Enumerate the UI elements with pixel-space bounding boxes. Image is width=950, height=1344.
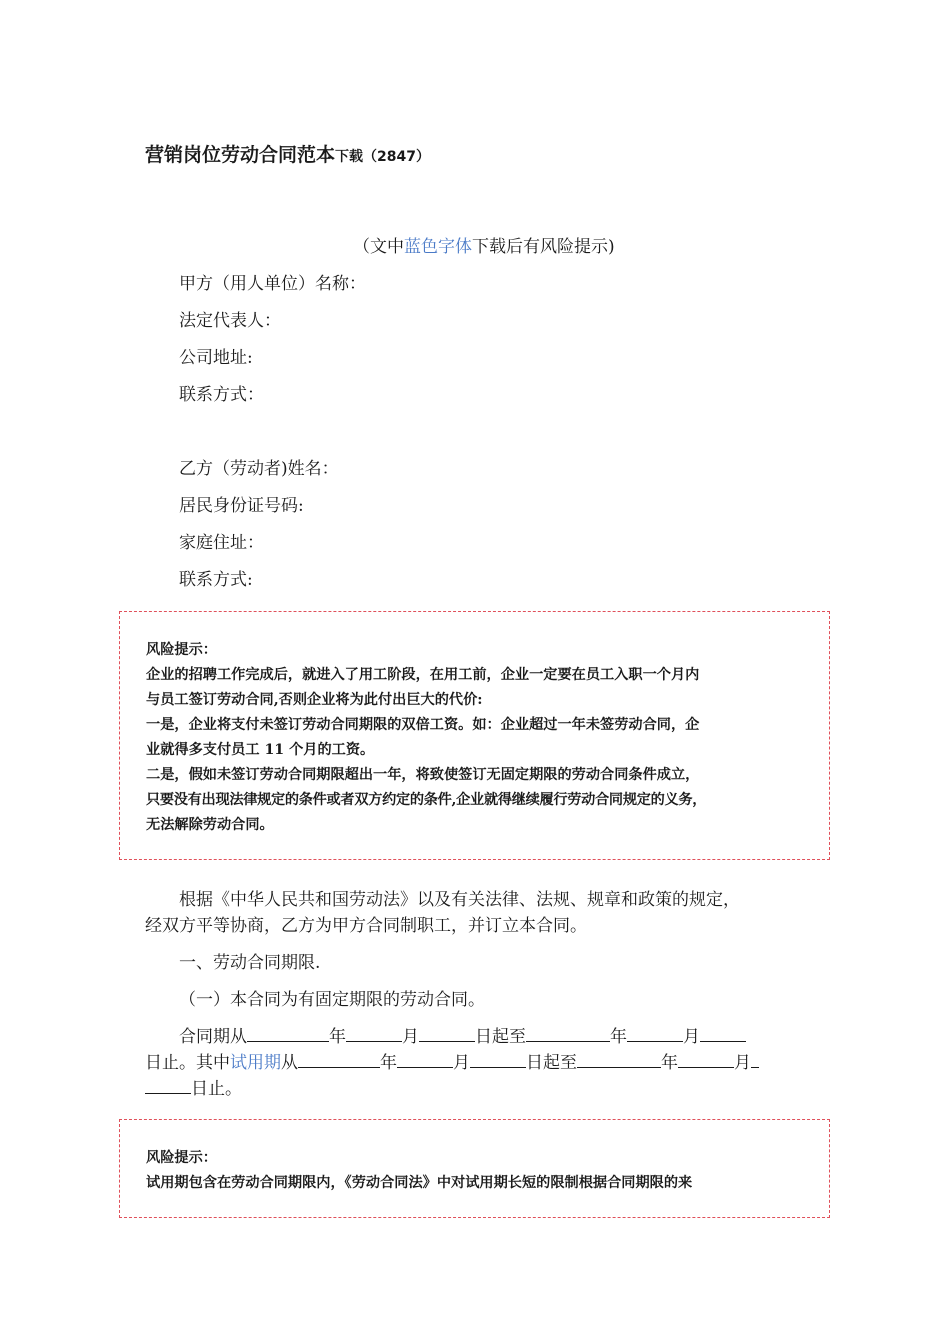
probation-end-day-blank[interactable] — [145, 1077, 191, 1094]
month-label: 月 — [453, 1053, 470, 1073]
risk-tip-line: 一是，企业将支付未签订劳动合同期限的双倍工资。如：企业超过一年未签劳动合同，企 — [146, 717, 700, 733]
probation-link[interactable]: 试用期 — [230, 1053, 281, 1073]
day-end-label: 日止。其中 — [145, 1053, 230, 1073]
contract-term-line1 — [179, 1022, 746, 1047]
title-suffix: 下载（2847） — [335, 149, 430, 165]
probation-end-day-blank-start[interactable] — [751, 1051, 759, 1068]
term-from-label: 合同期从 — [179, 1027, 247, 1047]
party-b-name-label: 乙方（劳动者)姓名： — [179, 459, 339, 479]
year-label: 年 — [329, 1027, 346, 1047]
risk-tip-box — [119, 611, 830, 860]
subtitle-prefix: （文中 — [353, 237, 404, 257]
start-month-blank[interactable] — [346, 1025, 402, 1042]
risk-tip-line: 业就得多支付员工 11 个月的工资。 — [146, 742, 375, 758]
month-label: 月 — [683, 1027, 700, 1047]
end-year-blank[interactable] — [526, 1025, 610, 1042]
subtitle-highlight[interactable]: 蓝色字体 — [404, 237, 472, 257]
contract-term-line2 — [145, 1048, 759, 1073]
intro-paragraph-line1: 根据《中华人民共和国劳动法》以及有关法律、法规、规章和政策的规定， — [179, 890, 740, 910]
party-b-id-label: 居民身份证号码: — [179, 496, 304, 516]
party-a-rep-label: 法定代表人： — [179, 311, 281, 331]
probation-start-month-blank[interactable] — [397, 1051, 453, 1068]
day-to-label: 日起至 — [526, 1053, 577, 1073]
day-to-label: 日起至 — [475, 1027, 526, 1047]
probation-end-year-blank[interactable] — [577, 1051, 661, 1068]
section-1-heading: 一、劳动合同期限. — [179, 953, 321, 973]
risk-tip-box — [119, 1119, 830, 1218]
month-label: 月 — [734, 1053, 751, 1073]
party-b-contact-label: 联系方式: — [179, 570, 253, 590]
document-title — [145, 140, 430, 167]
party-a-name-label: 甲方（用人单位）名称： — [179, 274, 366, 294]
year-label: 年 — [610, 1027, 627, 1047]
from-label: 从 — [281, 1053, 298, 1073]
subtitle-suffix: 下载后有风险提示) — [472, 237, 615, 257]
risk-tip-line: 企业的招聘工作完成后，就进入了用工阶段，在用工前，企业一定要在员工入职一个月内 — [146, 667, 700, 683]
party-b-address-label: 家庭住址： — [179, 533, 264, 553]
risk-tip-line: 与员工签订劳动合同,否则企业将为此付出巨大的代价: — [146, 692, 483, 708]
risk-tip-line: 二是，假如未签订劳动合同期限超出一年，将致使签订无固定期限的劳动合同条件成立， — [146, 767, 700, 783]
contract-term-line3 — [145, 1074, 242, 1099]
risk-tip-heading: 风险提示： — [146, 1150, 217, 1166]
end-month-blank[interactable] — [627, 1025, 683, 1042]
start-day-blank[interactable] — [419, 1025, 475, 1042]
probation-end-month-blank[interactable] — [678, 1051, 734, 1068]
probation-start-day-blank[interactable] — [470, 1051, 526, 1068]
risk-tip-line: 无法解除劳动合同。 — [146, 817, 274, 833]
year-label: 年 — [661, 1053, 678, 1073]
risk-tip-line: 试用期包含在劳动合同期限内，《劳动合同法》中对试用期长短的限制根据合同期限的来 — [146, 1175, 693, 1191]
probation-start-year-blank[interactable] — [298, 1051, 380, 1068]
end-day-blank[interactable] — [700, 1025, 746, 1042]
start-year-blank[interactable] — [247, 1025, 329, 1042]
month-label: 月 — [402, 1027, 419, 1047]
party-a-address-label: 公司地址: — [179, 348, 253, 368]
risk-tip-heading: 风险提示： — [146, 642, 217, 658]
risk-tip-line: 只要没有出现法律规定的条件或者双方约定的条件,企业就得继续履行劳动合同规定的义务， — [146, 792, 707, 808]
party-a-contact-label: 联系方式： — [179, 385, 264, 405]
year-label: 年 — [380, 1053, 397, 1073]
risk-note-subtitle — [353, 232, 615, 257]
intro-paragraph-line2: 经双方平等协商，乙方为甲方合同制职工，并订立本合同。 — [145, 916, 587, 936]
section-1-1-text: （一）本合同为有固定期限的劳动合同。 — [179, 990, 485, 1010]
title-main: 营销岗位劳动合同范本 — [145, 144, 336, 166]
day-end2-label: 日止。 — [191, 1079, 242, 1099]
